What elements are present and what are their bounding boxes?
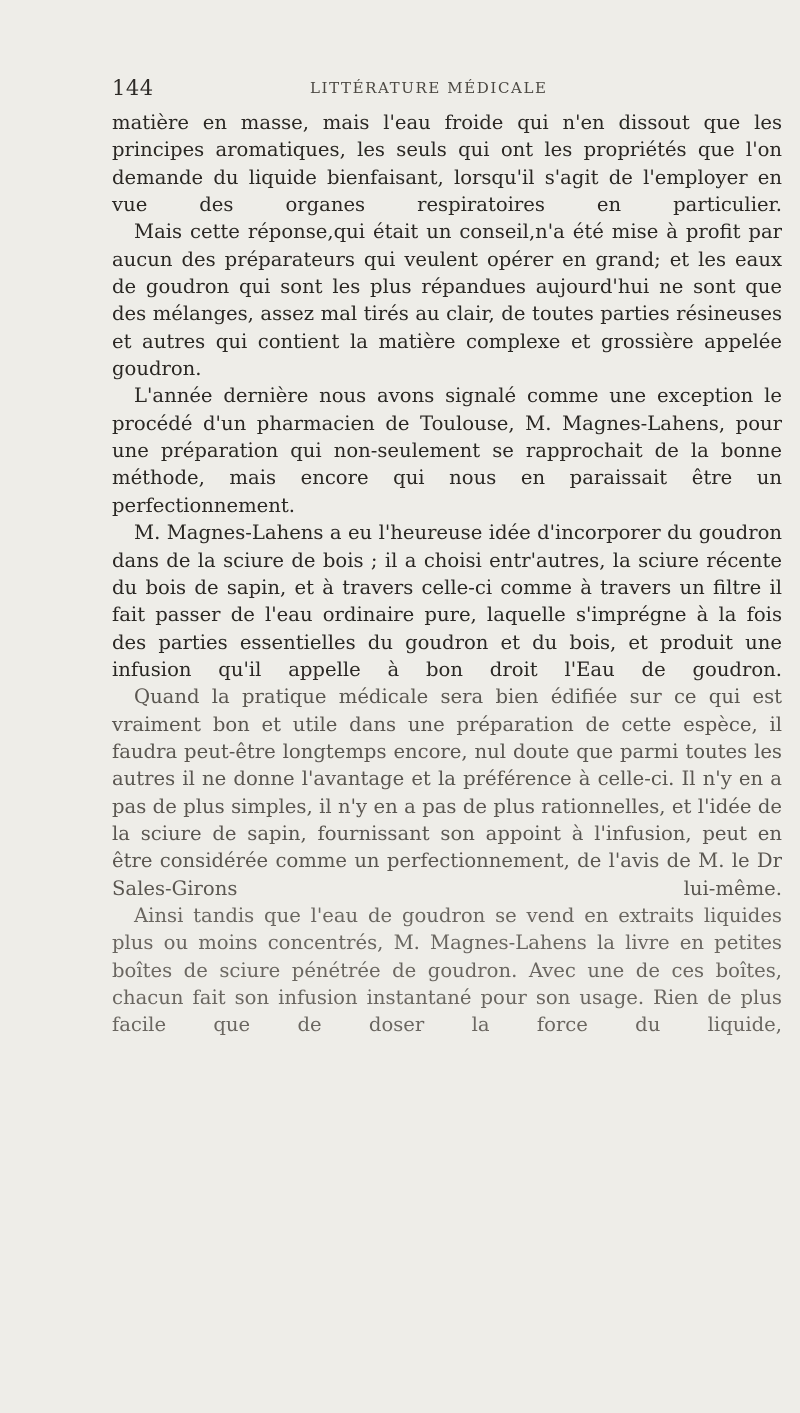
running-head: LITTÉRATURE MÉDICALE	[310, 79, 548, 97]
body-text	[112, 109, 782, 1039]
paragraph-sawdust-method: M. Magnes-Lahens a eu l'heureuse idée d'incorporer du goudron dans de la sciure de bois ; il a choisi entr'autres, la sciure récente du bois de sapin, et à travers celle-ci comme à travers un filtre il fait passer de l'eau ordinaire pure, laquelle s'imprégne à la fois des parties essentielles du goudron et du bois, et produit une infusion qu'il appelle à bon droit l'Eau de goudron.	[112, 521, 782, 681]
paragraph-continuation: matière en masse, mais l'eau froide qui n'en dissout que les principes aromatiques, les seuls qui ont les propriétés que l'on demande du liquide bienfaisant, lorsqu'il s'agit de l'employer en vue des organes respiratoires en particulier.	[112, 111, 782, 217]
paragraph-medical-practice: Quand la pratique médicale sera bien édifiée sur ce qui est vraiment bon et utile dans une préparation de cette espèce, il faudra peut-être longtemps encore, nul doute que parmi toutes les autres il ne donne l'avantage et la préférence à celle-ci. Il n'y en a pas de plus simples, il n'y en a pas de plus rationnelles, et l'idée de la sciure de sapin, fournissant son appoint à l'infusion, peut en être considérée comme un perfectionnement, de l'avis de M. le Dr Sales-Girons lui-même.	[112, 685, 782, 900]
page-number: 144	[112, 76, 154, 100]
page-header	[112, 76, 782, 106]
paragraph-toulouse-pharmacist: L'année dernière nous avons signalé comme une exception le procédé d'un pharmacien de Toulouse, M. Magnes-Lahens, pour une préparation qui non-seulement se rapprochait de la bonne méthode, mais encore qui nous en paraissait être un perfectionnement.	[112, 384, 782, 517]
paragraph-boxes: Ainsi tandis que l'eau de goudron se vend en extraits liquides plus ou moins concentrés, M. Magnes-Lahens la livre en petites boîtes de sciure pénétrée de goudron. Avec une de ces boîtes, chacun fait son infusion instantané pour son usage. Rien de plus facile que de doser la force du liquide,	[112, 903, 782, 1037]
paragraph-response: Mais cette réponse,qui était un conseil,n'a été mise à profit par aucun des préparateurs qui veulent opérer en grand; et les eaux de goudron qui sont les plus répandues aujourd'hui ne sont que des mélanges, assez mal tirés au clair, de toutes parties résineuses et autres qui contient la matière complexe et grossière appelée goudron.	[112, 220, 782, 381]
